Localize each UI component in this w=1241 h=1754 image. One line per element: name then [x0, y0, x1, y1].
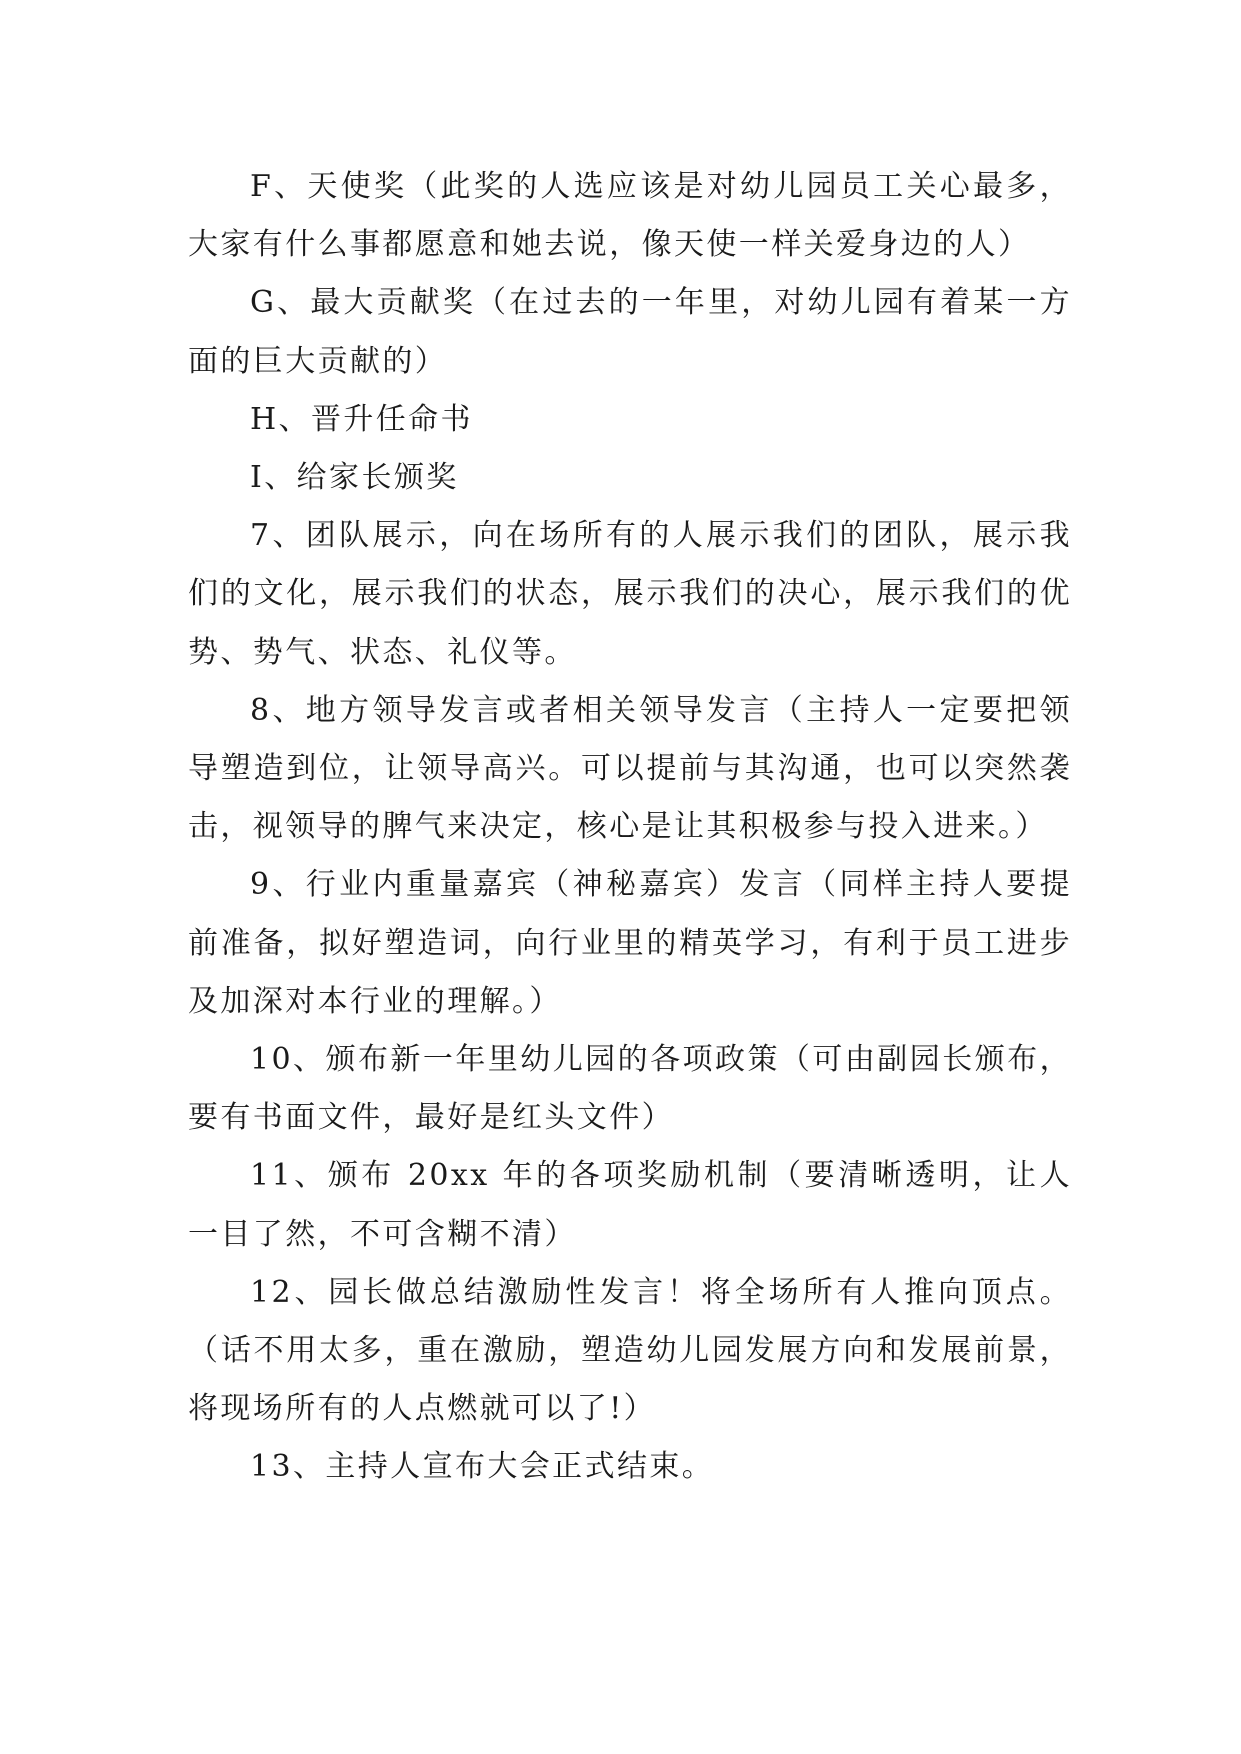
paragraph-team-showcase: 7、团队展示，向在场所有的人展示我们的团队，展示我们的文化，展示我们的状态，展示我们的决心，展示我们的优势、势气、状态、礼仪等。 — [188, 518, 1072, 670]
paragraph-director-summary: 12、园长做总结激励性发言！将全场所有人推向顶点。（话不用太多，重在激励，塑造幼儿园发展方向和发展前景，将现场所有的人点燃就可以了!） — [188, 1274, 1072, 1427]
paragraph-leader-speech: 8、地方领导发言或者相关领导发言（主持人一定要把领导塑造到位，让领导高兴。可以提前与其沟通，也可以突然袭击，视领导的脾气来决定，核心是让其积极参与投入进来。） — [188, 692, 1072, 845]
paragraph-reward-mechanism: 11、颁布 20xx 年的各项奖励机制（要清晰透明，让人一目了然，不可含糊不清） — [188, 1158, 1072, 1252]
paragraph-award-angel: F、天使奖（此奖的人选应该是对幼儿园员工关心最多，大家有什么事都愿意和她去说，像天使一样关爱身边的人） — [188, 169, 1072, 263]
paragraph-promotion-letter: H、晋升任命书 — [250, 401, 473, 437]
paragraph-new-policies: 10、颁布新一年里幼儿园的各项政策（可由副园长颁布，要有书面文件，最好是红头文件） — [188, 1042, 1072, 1136]
paragraph-award-contribution: G、最大贡献奖（在过去的一年里，对幼儿园有着某一方面的巨大贡献的） — [188, 285, 1072, 379]
document-body — [188, 158, 1072, 1497]
paragraph-meeting-close: 13、主持人宣布大会正式结束。 — [250, 1449, 715, 1485]
paragraph-guest-speech: 9、行业内重量嘉宾（神秘嘉宾）发言（同样主持人要提前准备，拟好塑造词，向行业里的精英学习，有利于员工进步及加深对本行业的理解。） — [188, 867, 1072, 1019]
paragraph-parent-awards: I、给家长颁奖 — [250, 460, 459, 496]
